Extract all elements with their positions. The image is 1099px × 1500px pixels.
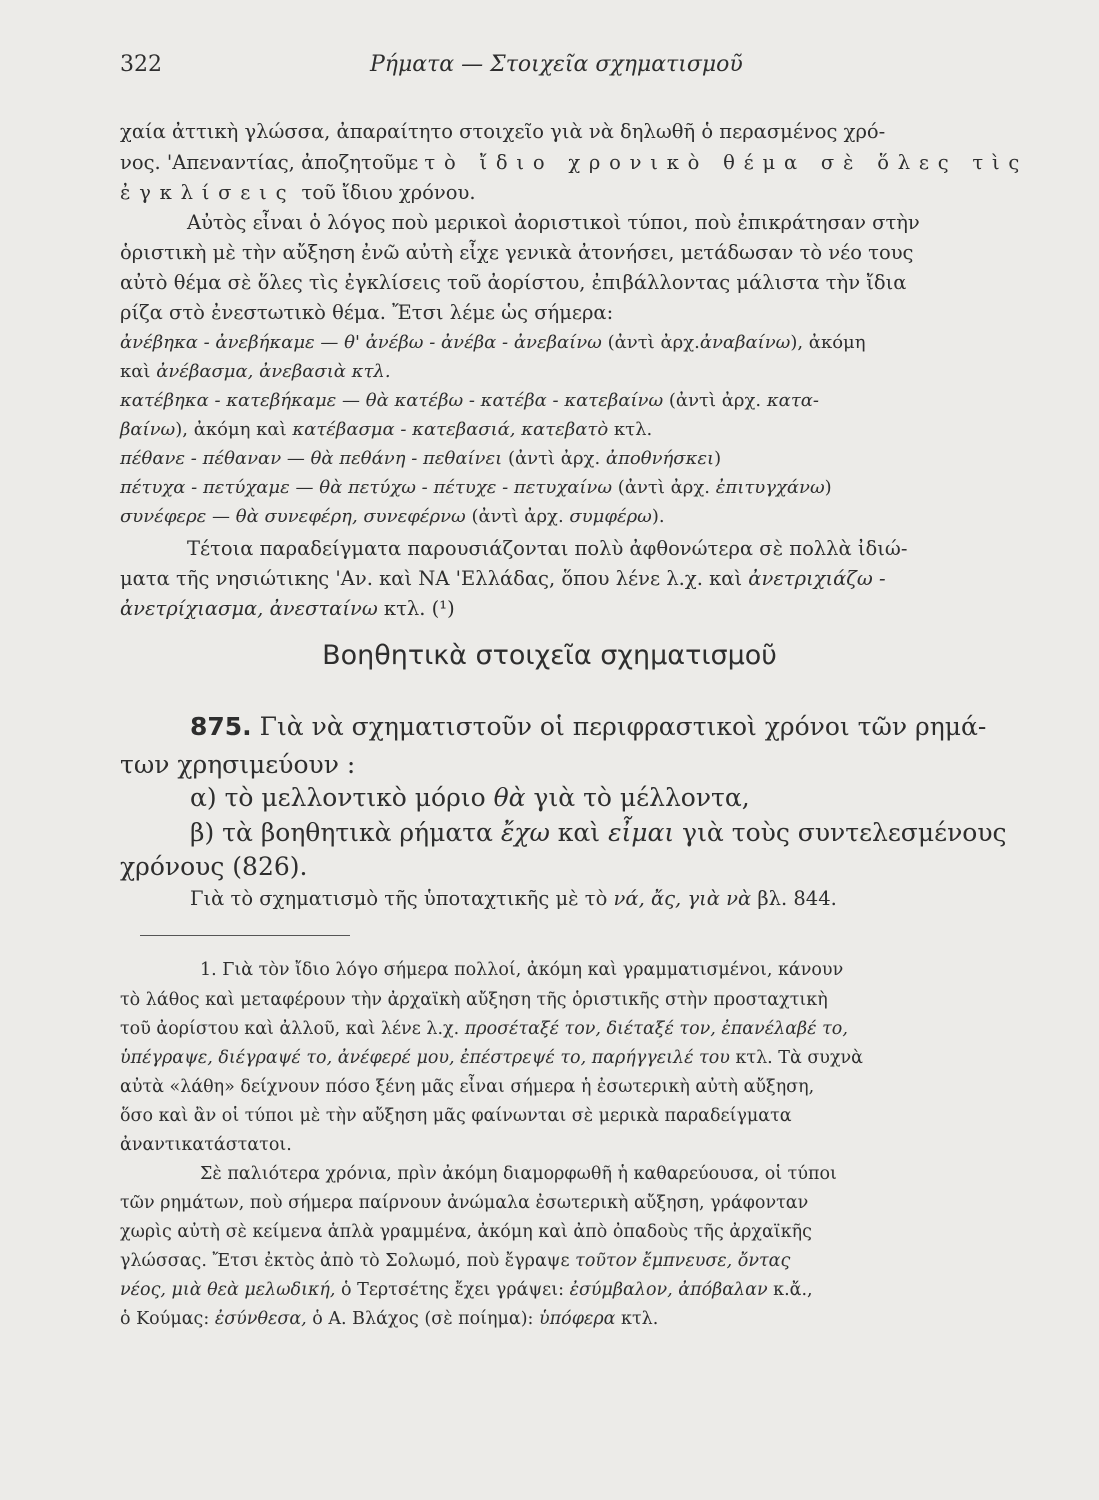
text-line: χρόνους (826). (120, 852, 308, 881)
text-line: χαία ἀττικὴ γλώσσα, ἀπαραίτητο στοιχεῖο γιὰ νὰ δηλωθῆ ὁ περασμένος χρό- (120, 120, 886, 143)
section-number: 875. (190, 712, 252, 741)
footnote-line: γλώσσας. Ἔτσι ἐκτὸς ἀπὸ τὸ Σολωμό, ποὺ ἔγραψε τοῦτον ἔμπνευσε, ὄντας (120, 1251, 791, 1271)
footnote-line: 1. Γιὰ τὸν ἴδιο λόγο σήμερα πολλοί, ἀκόμη καὶ γραμματισμένοι, κάνουν (200, 960, 844, 980)
text-line: Τέτοια παραδείγματα παρουσιάζονται πολὺ ἀφθονώτερα σὲ πολλὰ ἰδιώ- (187, 537, 908, 560)
example-line: πέτυχα - πετύχαμε — θὰ πετύχω - πέτυχε - πετυχαίνω (ἀντὶ ἀρχ. ἐπιτυγχάνω) (120, 477, 832, 498)
footnote-line: τοῦ ἀορίστου καὶ ἀλλοῦ, καὶ λένε λ.χ. προσέταξέ τον, διέταξέ τον, ἐπανέλαβέ το, (120, 1019, 848, 1039)
text-line: ἐγκλίσεις τοῦ ἴδιου χρόνου. (120, 181, 476, 204)
text-line: αὐτὸ θέμα σὲ ὅλες τὶς ἐγκλίσεις τοῦ ἀορίστου, ἐπιβάλλοντας μάλιστα τὴν ἴδια (120, 271, 907, 294)
text-line: των χρησιμεύουν : (120, 750, 356, 779)
text-line: Αὐτὸς εἶναι ὁ λόγος ποὺ μερικοὶ ἀοριστικοὶ τύποι, ποὺ ἐπικράτησαν στὴν (187, 211, 920, 234)
footnote-line: τὸ λάθος καὶ μεταφέρουν τὴν ἀρχαϊκὴ αὔξηση τῆς ὁριστικῆς στὴν προσταχτικὴ (120, 990, 828, 1010)
spaced-emphasis: ἐγκλίσεις (120, 181, 296, 204)
example-line: συνέφερε — θὰ συνεφέρη, συνεφέρνω (ἀντὶ ἀρχ. συμφέρω). (120, 506, 665, 527)
footnote-divider (140, 935, 350, 936)
footnote-line: αὐτὰ «λάθη» δείχνουν πόσο ξένη μᾶς εἶναι σήμερα ἡ ἐσωτερικὴ αὐτὴ αὔξηση, (120, 1077, 815, 1097)
example-line: καὶ ἀνέβασμα, ἀνεβασιὰ κτλ. (120, 361, 391, 382)
list-item: β) τὰ βοηθητικὰ ρήματα ἔχω καὶ εἶμαι γιὰ τοὺς συντελεσμένους (190, 818, 1007, 847)
section-heading: Βοηθητικὰ στοιχεῖα σχηματισμοῦ (322, 640, 777, 671)
footnote-line: ὑπέγραψε, διέγραψέ το, ἀνέφερέ μου, ἐπέστρεψέ το, παρήγγειλέ του κτλ. Τὰ συχνὰ (120, 1048, 864, 1068)
list-item: α) τὸ μελλοντικὸ μόριο θὰ γιὰ τὸ μέλλοντα, (190, 783, 750, 812)
text-line: ἀνετρίχιασμα, ἀνεσταίνω κτλ. (¹) (120, 597, 455, 620)
footnote-line: νέος, μιὰ θεὰ μελωδική, ὁ Τερτσέτης ἔχει γράψει: ἐσύμβαλον, ἀπόβαλαν κ.ἄ., (120, 1280, 813, 1300)
example-line: κατέβηκα - κατεβήκαμε — θὰ κατέβω - κατέβα - κατεβαίνω (ἀντὶ ἀρχ. κατα- (120, 390, 820, 411)
text-line: 875. Γιὰ νὰ σχηματιστοῦν οἱ περιφραστικοὶ χρόνοι τῶν ρημά- (190, 712, 987, 741)
text-line: ματα τῆς νησιώτικης 'Αν. καὶ ΝΑ 'Ελλάδας, ὅπου λένε λ.χ. καὶ ἀνετριχιάζω - (120, 567, 886, 590)
text-line: νος. 'Απεναντίας, ἀποζητοῦμε τὸ ἴδιο χρονικὸ θέμα σὲ ὅλες τὶς (120, 151, 1029, 174)
running-title: Ρήματα — Στοιχεῖα σχηματισμοῦ (370, 52, 743, 77)
text-line: ρίζα στὸ ἐνεστωτικὸ θέμα. Ἔτσι λέμε ὡς σήμερα: (120, 301, 614, 324)
footnote-line: ὁ Κούμας: ἐσύνθεσα, ὁ Α. Βλάχος (σὲ ποίημα): ὑπόφερα κτλ. (120, 1309, 659, 1329)
footnote-line: Σὲ παλιότερα χρόνια, πρὶν ἀκόμη διαμορφωθῆ ἡ καθαρεύουσα, οἱ τύποι (200, 1164, 837, 1184)
spaced-emphasis: τὸ ἴδιο χρονικὸ θέμα σὲ ὅλες τὶς (424, 151, 1029, 174)
text-line: ὁριστικὴ μὲ τὴν αὔξηση ἐνῶ αὐτὴ εἶχε γενικὰ ἀτονήσει, μετάδωσαν τὸ νέο τους (120, 241, 914, 264)
footnote-line: ἀναντικατάστατοι. (120, 1135, 292, 1155)
page-header (120, 52, 980, 86)
example-line: ἀνέβηκα - ἀνεβήκαμε — θ' ἀνέβω - ἀνέβα - ἀνεβαίνω (ἀντὶ ἀρχ.ἀναβαίνω), ἀκόμη (120, 332, 866, 353)
footnote-line: χωρὶς αὐτὴ σὲ κείμενα ἁπλὰ γραμμένα, ἀκόμη καὶ ἀπὸ ὀπαδοὺς τῆς ἀρχαϊκῆς (120, 1222, 812, 1242)
footnote-line: ὅσο καὶ ἂν οἱ τύποι μὲ τὴν αὔξηση μᾶς φαίνωνται σὲ μερικὰ παραδείγματα (120, 1106, 792, 1126)
text-line: Γιὰ τὸ σχηματισμὸ τῆς ὑποταχτικῆς μὲ τὸ νά, ἄς, γιὰ νὰ βλ. 844. (190, 887, 837, 910)
footnote-line: τῶν ρημάτων, ποὺ σήμερα παίρνουν ἀνώμαλα ἐσωτερικὴ αὔξηση, γράφονταν (120, 1193, 809, 1213)
example-line: βαίνω), ἀκόμη καὶ κατέβασμα - κατεβασιά, κατεβατὸ κτλ. (120, 419, 653, 440)
example-line: πέθανε - πέθαναν — θὰ πεθάνη - πεθαίνει (ἀντὶ ἀρχ. ἀποθνήσκει) (120, 448, 722, 469)
page-number: 322 (120, 52, 162, 77)
